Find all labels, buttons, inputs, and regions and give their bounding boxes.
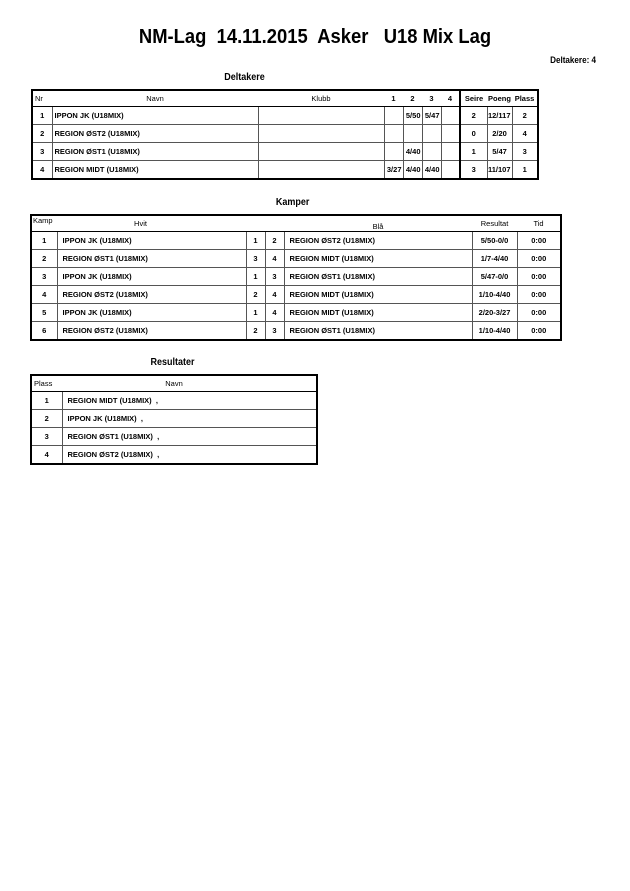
deltaker-score-3: 4/40 [422,161,441,180]
deltaker-score-2: 4/40 [403,161,422,180]
kamp-nr: 2 [31,250,57,268]
kamper-table [30,214,562,341]
deltaker-score-4 [441,107,460,125]
resultater-section-title: Resultater [150,357,195,368]
kamp-bla-nr: 4 [265,286,284,304]
kamp-bla-nr: 2 [265,232,284,250]
deltaker-seire: 3 [460,161,487,180]
col-header-plass: Plass [512,90,538,107]
kamp-row [31,322,561,341]
resultat-navn: IPPON JK (U18MIX) , [62,410,317,428]
deltakere-table [31,89,539,180]
kamp-hvit: REGION ØST2 (U18MIX) [57,286,246,304]
kamp-hvit: IPPON JK (U18MIX) [57,304,246,322]
deltaker-score-3 [422,125,441,143]
kamp-resultat: 5/50-0/0 [472,232,517,250]
deltakere-row [32,143,538,161]
kamp-resultat: 1/10-4/40 [472,286,517,304]
kamp-bla: REGION MIDT (U18MIX) [284,250,472,268]
deltaker-nr: 2 [32,125,52,143]
deltaker-nr: 1 [32,107,52,125]
kamp-resultat: 5/47-0/0 [472,268,517,286]
deltaker-nr: 4 [32,161,52,180]
col-header-klubb: Klubb [258,90,384,107]
col-header-tid: Tid [517,215,561,232]
deltaker-klubb [258,125,384,143]
kamp-bla: REGION ØST2 (U18MIX) [284,232,472,250]
kamp-hvit: IPPON JK (U18MIX) [57,232,246,250]
col-header-poeng: Poeng [487,90,512,107]
deltaker-score-4 [441,125,460,143]
col-header-kamp: Kamp [31,215,57,232]
kamp-nr: 5 [31,304,57,322]
col-header-nr: Nr [32,90,52,107]
kamp-nr: 4 [31,286,57,304]
deltaker-score-1 [384,143,403,161]
col-header-bla: Blå [284,215,472,232]
deltaker-navn: REGION MIDT (U18MIX) [52,161,258,180]
kamper-header-row [31,215,561,232]
deltaker-seire: 0 [460,125,487,143]
kamper-section-title: Kamper [275,197,310,208]
deltakere-section-title: Deltakere [224,72,265,83]
resultat-plass: 4 [31,446,62,465]
deltaker-score-2 [403,125,422,143]
resultat-plass: 2 [31,410,62,428]
kamp-hvit-nr: 3 [246,250,265,268]
deltaker-navn: IPPON JK (U18MIX) [52,107,258,125]
deltaker-klubb [258,107,384,125]
deltaker-score-1: 3/27 [384,161,403,180]
kamp-nr: 6 [31,322,57,341]
col-header-plass: Plass [31,375,62,392]
deltakere-row [32,125,538,143]
kamp-hvit-nr: 2 [246,286,265,304]
col-header-2: 2 [403,90,422,107]
col-header-4: 4 [441,90,460,107]
kamp-nr: 1 [31,232,57,250]
resultat-row [31,446,317,465]
participants-count: Deltakere: 4 [550,55,596,65]
kamp-row [31,304,561,322]
kamp-tid: 0:00 [517,322,561,341]
resultat-row [31,410,317,428]
col-header-navn: Navn [62,375,317,392]
deltaker-nr: 3 [32,143,52,161]
kamp-tid: 0:00 [517,268,561,286]
deltaker-score-1 [384,125,403,143]
kamp-hvit: REGION ØST1 (U18MIX) [57,250,246,268]
col-header-hvit: Hvit [57,215,284,232]
kamp-resultat: 2/20-3/27 [472,304,517,322]
deltaker-seire: 2 [460,107,487,125]
kamp-tid: 0:00 [517,304,561,322]
deltakere-row [32,107,538,125]
kamp-bla-nr: 4 [265,250,284,268]
kamp-resultat: 1/10-4/40 [472,322,517,341]
resultat-plass: 1 [31,392,62,410]
resultat-plass: 3 [31,428,62,446]
kamp-tid: 0:00 [517,286,561,304]
deltaker-plass: 4 [512,125,538,143]
deltaker-score-2: 4/40 [403,143,422,161]
resultat-navn: REGION ØST2 (U18MIX) , [62,446,317,465]
deltaker-poeng: 5/47 [487,143,512,161]
page-title: NM-Lag 14.11.2015 Asker U18 Mix Lag [138,26,492,48]
deltaker-poeng: 11/107 [487,161,512,180]
deltaker-navn: REGION ØST1 (U18MIX) [52,143,258,161]
kamp-hvit: IPPON JK (U18MIX) [57,268,246,286]
kamp-resultat: 1/7-4/40 [472,250,517,268]
kamp-row [31,250,561,268]
deltaker-poeng: 2/20 [487,125,512,143]
kamp-bla: REGION ØST1 (U18MIX) [284,268,472,286]
kamp-tid: 0:00 [517,232,561,250]
kamp-bla-nr: 4 [265,304,284,322]
kamp-tid: 0:00 [517,250,561,268]
col-header-resultat: Resultat [472,215,517,232]
resultat-row [31,392,317,410]
kamp-hvit-nr: 1 [246,304,265,322]
kamp-bla: REGION MIDT (U18MIX) [284,304,472,322]
deltaker-seire: 1 [460,143,487,161]
deltakere-row [32,161,538,180]
kamp-row [31,232,561,250]
deltaker-plass: 3 [512,143,538,161]
deltaker-klubb [258,161,384,180]
deltaker-score-3: 5/47 [422,107,441,125]
deltaker-score-2: 5/50 [403,107,422,125]
deltaker-score-3 [422,143,441,161]
deltaker-score-4 [441,161,460,180]
resultat-row [31,428,317,446]
kamp-bla-nr: 3 [265,322,284,341]
kamp-hvit-nr: 1 [246,232,265,250]
deltaker-navn: REGION ØST2 (U18MIX) [52,125,258,143]
col-header-1: 1 [384,90,403,107]
col-header-seire: Seire [460,90,487,107]
col-header-navn: Navn [52,90,258,107]
deltaker-klubb [258,143,384,161]
kamp-hvit-nr: 2 [246,322,265,341]
kamp-hvit: REGION ØST2 (U18MIX) [57,322,246,341]
kamp-row [31,268,561,286]
deltaker-poeng: 12/117 [487,107,512,125]
deltaker-plass: 1 [512,161,538,180]
deltaker-score-4 [441,143,460,161]
deltaker-plass: 2 [512,107,538,125]
resultater-table [30,374,318,465]
deltakere-header-row [32,90,538,107]
col-header-3: 3 [422,90,441,107]
kamp-hvit-nr: 1 [246,268,265,286]
resultat-navn: REGION MIDT (U18MIX) , [62,392,317,410]
kamp-nr: 3 [31,268,57,286]
deltaker-score-1 [384,107,403,125]
kamp-row [31,286,561,304]
kamp-bla: REGION MIDT (U18MIX) [284,286,472,304]
kamp-bla-nr: 3 [265,268,284,286]
resultater-header-row [31,375,317,392]
resultat-navn: REGION ØST1 (U18MIX) , [62,428,317,446]
kamp-bla: REGION ØST1 (U18MIX) [284,322,472,341]
